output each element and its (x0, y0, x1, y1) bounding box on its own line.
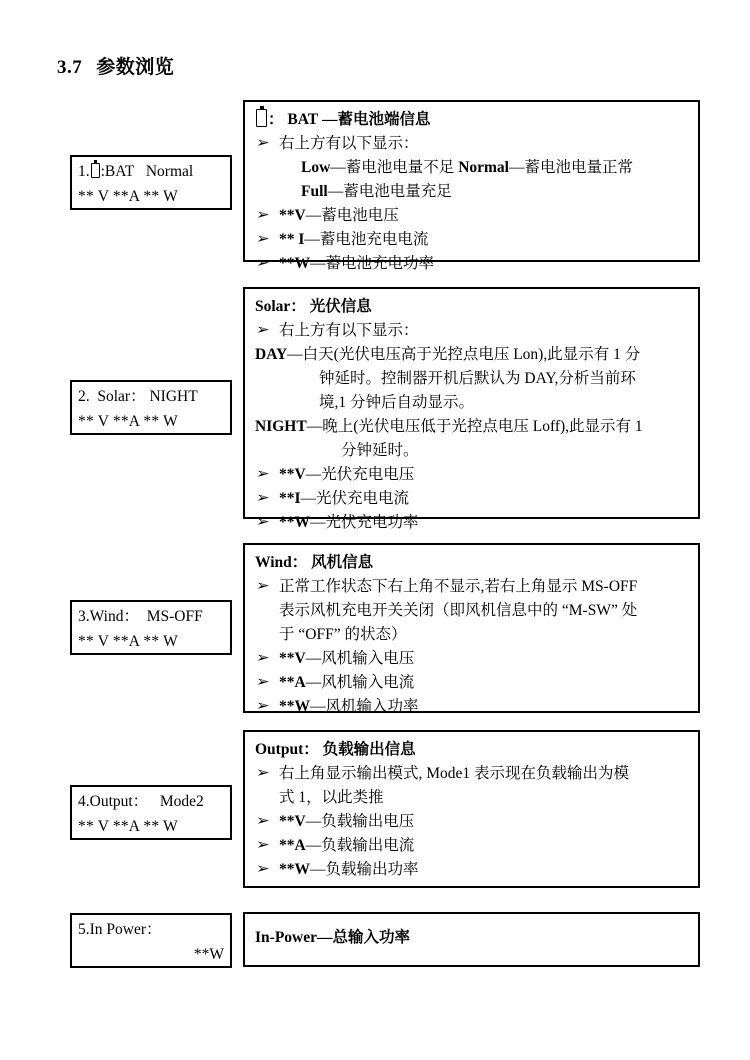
desc-bat-key-voltage: **V (279, 207, 306, 224)
lcd-solar-label: Solar： (97, 388, 146, 405)
lcd-output-line2 (78, 814, 224, 839)
desc-solar-desc-power: —光伏充电功率 (310, 514, 419, 531)
desc-solar-day-key: DAY (255, 346, 288, 363)
desc-bat-title-cn: —蓄电池端信息 (322, 111, 431, 128)
arrow-bullet-icon: ➢ (256, 208, 270, 223)
desc-bat-display-bullet (255, 132, 690, 204)
lcd-solar-line2 (78, 409, 224, 434)
desc-solar-night-line2: 分钟延时。 (341, 442, 419, 459)
section-title: 参数浏览 (96, 57, 175, 78)
description-box-output (243, 730, 700, 888)
desc-output-desc-voltage: —负载输出电压 (305, 813, 415, 830)
lcd-output-status: Mode2 (159, 793, 204, 810)
lcd-bat-label: :BAT (100, 163, 135, 180)
description-box-inpower (243, 912, 700, 967)
desc-wind-title-en: Wind： (255, 554, 308, 571)
lcd-output-index: 4. (78, 793, 90, 810)
lcd-inpower-line1 (78, 917, 224, 942)
arrow-bullet-icon: ➢ (256, 766, 270, 781)
desc-output-desc-current: —负载输出电流 (305, 837, 415, 854)
desc-wind-note-bullet (255, 575, 690, 647)
desc-solar-title-en: Solar： (255, 298, 306, 315)
desc-solar-key-current: **I (279, 490, 301, 507)
lcd-wind-index: 3. (78, 608, 90, 625)
desc-bat-title (255, 108, 690, 132)
lcd-bat-power: ** W (143, 188, 178, 205)
lcd-output-power: ** W (143, 818, 178, 835)
lcd-solar-power: ** W (143, 413, 178, 430)
arrow-bullet-icon: ➢ (256, 699, 270, 714)
arrow-bullet-icon: ➢ (256, 838, 270, 853)
arrow-bullet-icon: ➢ (256, 136, 270, 151)
desc-wind-key-power: **W (279, 698, 310, 715)
lcd-wind-voltage: ** V (78, 633, 109, 650)
desc-bat-status-list (301, 156, 690, 204)
desc-output-title (255, 738, 690, 762)
lcd-wind-label: Wind： (89, 608, 139, 625)
desc-bat-display-label: 右上方有以下显示： (279, 135, 419, 152)
lcd-output-voltage: ** V (78, 818, 109, 835)
section-number: 3.7 (57, 57, 83, 78)
lcd-bat-status: Normal (145, 163, 194, 180)
desc-output-title-en: Output： (255, 741, 319, 758)
arrow-bullet-icon: ➢ (256, 862, 270, 877)
desc-wind-desc-current: —风机输入电流 (305, 674, 415, 691)
desc-inpower-key: In-Power (255, 929, 317, 946)
lcd-display-wind (70, 600, 232, 655)
desc-wind-note-line2: 表示风机充电开关关闭（即风机信息中的 “M-SW” 处 (279, 602, 638, 619)
arrow-bullet-icon: ➢ (256, 491, 270, 506)
arrow-bullet-icon: ➢ (256, 232, 270, 247)
lcd-display-inpower (70, 913, 232, 968)
lcd-inpower-label: In Power： (89, 921, 162, 938)
desc-output-title-cn: 负载输出信息 (322, 741, 416, 758)
desc-inpower-text (255, 926, 690, 950)
desc-solar-day-paragraph (255, 343, 690, 415)
desc-output-key-voltage: **V (279, 813, 306, 830)
desc-wind-bullet-current (255, 671, 690, 695)
lcd-wind-power: ** W (143, 633, 178, 650)
desc-solar-bullet-current (255, 487, 690, 511)
desc-wind-note-line3: 于 “OFF” 的状态） (279, 626, 407, 643)
desc-solar-night-key: NIGHT (255, 418, 307, 435)
desc-bat-status-low: Low—蓄电池电量不足 (301, 159, 455, 176)
desc-wind-title-cn: 风机信息 (311, 554, 374, 571)
desc-wind-title (255, 551, 690, 575)
lcd-output-line1 (78, 789, 224, 814)
desc-inpower-desc: —总输入功率 (317, 929, 411, 946)
desc-solar-display-label: 右上方有以下显示： (279, 322, 419, 339)
lcd-display-bat (70, 155, 232, 210)
desc-output-desc-power: —负载输出功率 (310, 861, 419, 878)
lcd-output-current: **A (112, 818, 140, 835)
lcd-output-label: Output： (89, 793, 149, 810)
desc-solar-night-paragraph (255, 415, 690, 463)
desc-output-note-bullet (255, 762, 690, 810)
desc-wind-note-line1: 正常工作状态下右上角不显示,若右上角显示 MS-OFF (279, 578, 638, 595)
lcd-wind-current: **A (112, 633, 140, 650)
desc-solar-title-cn: 光伏信息 (309, 298, 372, 315)
desc-wind-bullet-power (255, 695, 690, 719)
desc-output-note-line2: 式 1，以此类推 (279, 789, 384, 806)
desc-solar-key-power: **W (279, 514, 310, 531)
desc-solar-day-line3: 境,1 分钟后自动显示。 (319, 394, 475, 411)
desc-output-bullet-current (255, 834, 690, 858)
lcd-wind-status: MS-OFF (146, 608, 203, 625)
desc-bat-bullet-power (255, 252, 690, 276)
arrow-bullet-icon: ➢ (256, 515, 270, 530)
lcd-solar-current: **A (112, 413, 140, 430)
lcd-display-output (70, 785, 232, 840)
lcd-solar-index: 2. (78, 388, 90, 405)
desc-output-key-current: **A (279, 837, 306, 854)
lcd-solar-voltage: ** V (78, 413, 109, 430)
desc-solar-display-bullet (255, 319, 690, 343)
description-box-wind (243, 543, 700, 713)
lcd-inpower-index: 5. (78, 921, 90, 938)
battery-icon (256, 109, 267, 127)
desc-wind-bullet-voltage (255, 647, 690, 671)
lcd-solar-line1 (78, 384, 224, 409)
description-box-bat (243, 100, 700, 272)
page-title (57, 52, 174, 79)
lcd-wind-line1 (78, 604, 224, 629)
desc-bat-key-current: ** I (279, 231, 305, 248)
lcd-bat-index: 1. (78, 163, 90, 180)
desc-solar-key-voltage: **V (279, 466, 306, 483)
arrow-bullet-icon: ➢ (256, 579, 270, 594)
arrow-bullet-icon: ➢ (256, 814, 270, 829)
desc-bat-bullet-voltage (255, 204, 690, 228)
arrow-bullet-icon: ➢ (256, 675, 270, 690)
desc-solar-night-line1: —晚上(光伏电压低于光控点电压 Loff),此显示有 1 (306, 418, 643, 435)
desc-bat-sep: ： (268, 111, 284, 128)
desc-solar-day-line1: —白天(光伏电压高于光控点电压 Lon),此显示有 1 分 (287, 346, 641, 363)
arrow-bullet-icon: ➢ (256, 651, 270, 666)
desc-output-key-power: **W (279, 861, 310, 878)
desc-solar-bullet-voltage (255, 463, 690, 487)
desc-bat-status-full: Full—蓄电池电量充足 (301, 183, 452, 200)
lcd-bat-current: **A (112, 188, 140, 205)
desc-wind-desc-power: —风机输入功率 (310, 698, 419, 715)
desc-wind-desc-voltage: —风机输入电压 (305, 650, 415, 667)
arrow-bullet-icon: ➢ (256, 323, 270, 338)
desc-wind-key-current: **A (279, 674, 306, 691)
lcd-display-solar (70, 380, 232, 435)
desc-solar-bullet-power (255, 511, 690, 535)
lcd-bat-line1 (78, 159, 224, 184)
arrow-bullet-icon: ➢ (256, 467, 270, 482)
desc-bat-bullet-current (255, 228, 690, 252)
desc-wind-key-voltage: **V (279, 650, 306, 667)
desc-solar-title (255, 295, 690, 319)
desc-bat-desc-power: —蓄电池充电功率 (310, 255, 435, 272)
lcd-solar-status: NIGHT (149, 388, 198, 405)
desc-output-bullet-voltage (255, 810, 690, 834)
desc-solar-desc-voltage: —光伏充电电压 (305, 466, 415, 483)
desc-solar-desc-current: —光伏充电电流 (300, 490, 410, 507)
lcd-inpower-value: **W (193, 946, 224, 963)
desc-bat-desc-current: —蓄电池充电电流 (304, 231, 429, 248)
lcd-wind-line2 (78, 629, 224, 654)
desc-bat-title-en: BAT (287, 111, 319, 128)
lcd-bat-voltage: ** V (78, 188, 109, 205)
desc-bat-desc-voltage: —蓄电池电压 (305, 207, 399, 224)
desc-bat-key-power: **W (279, 255, 310, 272)
desc-output-bullet-power (255, 858, 690, 882)
arrow-bullet-icon: ➢ (256, 256, 270, 271)
desc-solar-day-line2: 钟延时。控制器开机后默认为 DAY,分析当前环 (319, 370, 636, 387)
desc-output-note-line1: 右上角显示输出模式, Mode1 表示现在负载输出为模 (279, 765, 630, 782)
battery-icon (91, 163, 100, 178)
lcd-bat-line2 (78, 184, 224, 209)
desc-bat-status-normal: Normal—蓄电池电量正常 (458, 159, 633, 176)
description-box-solar (243, 287, 700, 531)
